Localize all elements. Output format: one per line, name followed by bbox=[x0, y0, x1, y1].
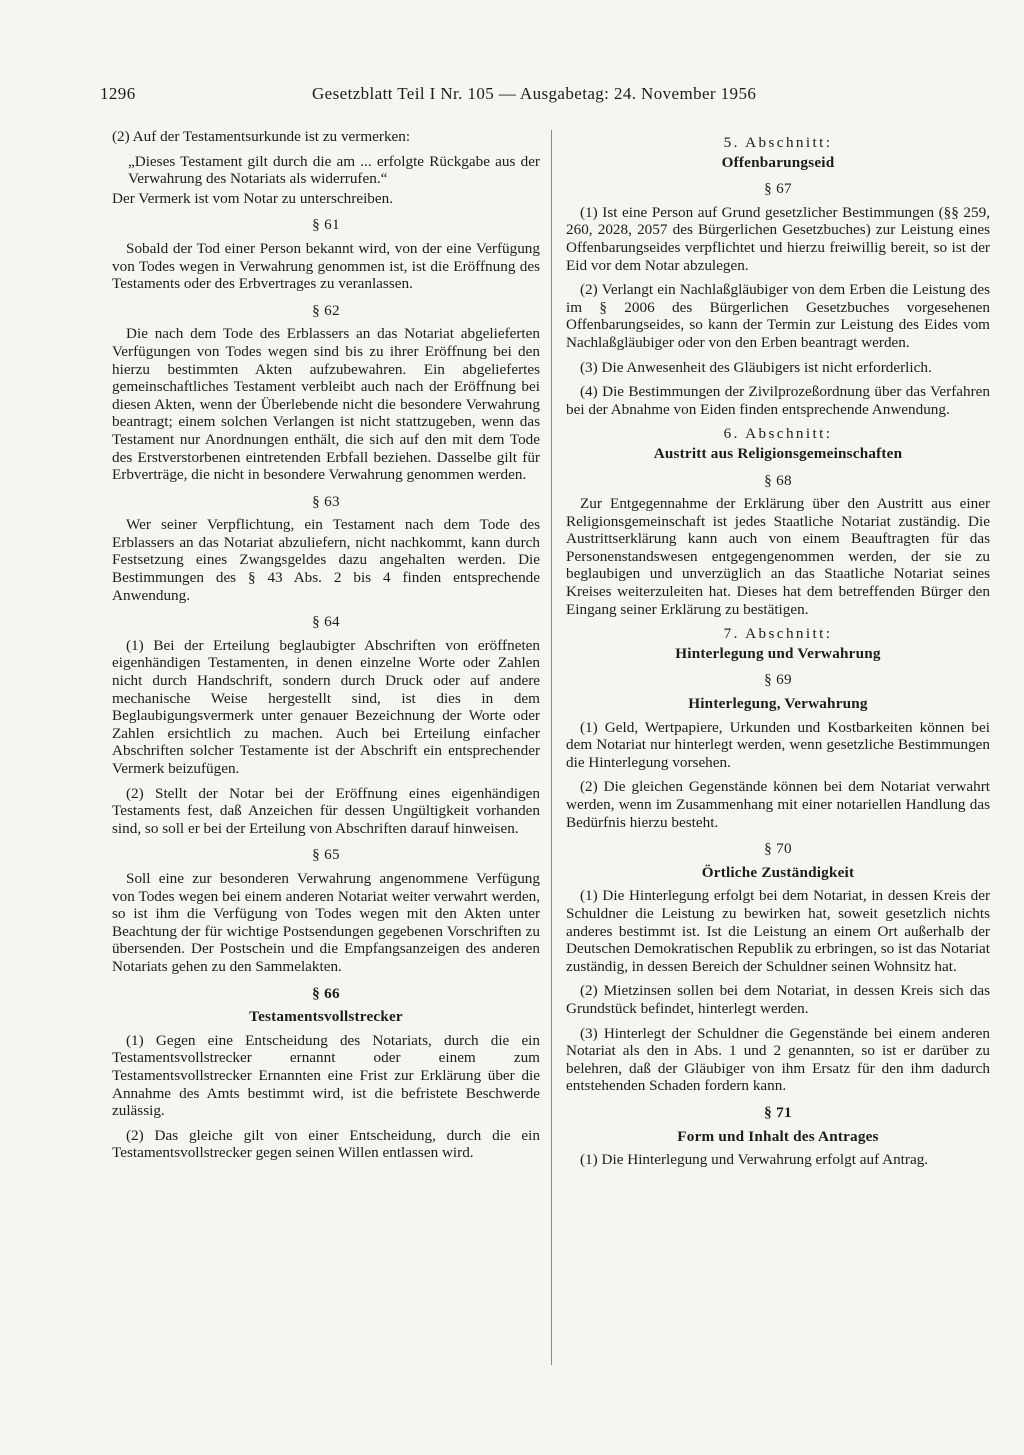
para-64-2: (2) Stellt der Notar bei der Eröffnung eines eigenhändigen Testaments fest, daß Anzeichen für dessen Ungültigkeit vorhanden sind, so soll er bei der Erteilung von Abschriften darauf hinweisen. bbox=[112, 784, 540, 837]
para-64-1: (1) Bei der Erteilung beglaubigter Abschriften von eröffneten eigenhändigen Testamenten, in denen einzelne Worte oder Zahlen nicht durch Handschrift, sondern durch Druck oder auf andere mechanische Weise hergestellt sind, ist dies in dem Beglaubigungsvermerk unter genauer Bezeichnung der Worte oder Zahlen ersichtlich zu machen. Auch bei Erteilung einfacher Abschriften solcher Testamente ist der Abschrift ein entsprechender Vermerk beizufügen. bbox=[112, 636, 540, 777]
column-divider bbox=[551, 130, 552, 1365]
para-67-4: (4) Die Bestimmungen der Zivilprozeßordnung über das Verfahren bei der Abnahme von Eiden finden entsprechende Anwendung. bbox=[566, 383, 990, 418]
heading-abschnitt-7: Hinterlegung und Verwahrung bbox=[675, 644, 881, 662]
section-62: § 62 bbox=[312, 301, 340, 319]
page-header bbox=[100, 84, 992, 108]
para-60-2-intro: (2) Auf der Testamentsurkunde ist zu vermerken: bbox=[112, 128, 411, 145]
para-60-2-quote: „Dieses Testament gilt durch die am ... erfolgte Rückgabe aus der Verwahrung des Notariats als widerrufen.“ bbox=[128, 152, 540, 188]
abschnitt-6: 6. Abschnitt: bbox=[723, 425, 833, 443]
section-71: § 71 bbox=[764, 1103, 792, 1121]
section-68: § 68 bbox=[764, 471, 792, 489]
para-60-2-sign: Der Vermerk ist vom Notar zu unterschreiben. bbox=[112, 189, 394, 207]
para-71-1: (1) Die Hinterlegung und Verwahrung erfolgt auf Antrag. bbox=[580, 1151, 929, 1169]
para-67-3: (3) Die Anwesenheit des Gläubigers ist nicht erforderlich. bbox=[580, 358, 932, 376]
para-68: Zur Entgegennahme der Erklärung über den Austritt aus einer Religionsgemeinschaft ist jedes Staatliche Notariat zuständig. Die Austrittserklärung kann auch von einem Beauftragten für das Personenstandswesen entgegengenommen werden, der sie zu beglaubigen und unverzüglich an das Staatliche Notariat seines Kreises weiterzuleiten hat. Dieses hat dem betreffenden Bürger den Eingang seiner Erklärung zu bestätigen. bbox=[566, 495, 990, 618]
header-title: Gesetzblatt Teil I Nr. 105 — Ausgabetag: 24. November 1956 bbox=[312, 84, 757, 103]
para-66-1: (1) Gegen eine Entscheidung des Notariats, durch die ein Testamentsvollstrecker ernannt oder einem zum Testamentsvollstrecker Ernannten eine Frist zur Erklärung über die Annahme des Amts bestimmt wird, ist die befristete Beschwerde zulässig. bbox=[112, 1031, 540, 1120]
para-66-2: (2) Das gleiche gilt von einer Entscheidung, durch die ein Testamentsvollstrecker gegen seinen Willen entlassen wird. bbox=[112, 1126, 540, 1162]
section-65: § 65 bbox=[312, 846, 340, 864]
para-67-2: (2) Verlangt ein Nachlaßgläubiger von dem Erben die Leistung des im § 2006 des Bürgerlichen Gesetzbuches vorgesehenen Offenbarungseides, so kann der Termin zur Leistung des Eides vom Nachlaßgläubiger oder von den Erben beantragt werden. bbox=[566, 281, 990, 351]
left-column bbox=[112, 128, 540, 1169]
heading-69: Hinterlegung, Verwahrung bbox=[688, 695, 868, 713]
para-70-3: (3) Hinterlegt der Schuldner die Gegenstände bei einem anderen Notariat als den in Abs. 1 und 2 genannten, so ist er darüber zu belehren, daß der Gläubiger von ihm Ersatz für den ihm dadurch entstehenden Schaden fordern kann. bbox=[566, 1024, 990, 1095]
section-70: § 70 bbox=[764, 840, 792, 858]
heading-66: Testamentsvollstrecker bbox=[249, 1008, 403, 1026]
para-70-1: (1) Die Hinterlegung erfolgt bei dem Notariat, in dessen Kreis der Schuldner die Leistung zu bewirken hat, soweit gesetzlich nichts anderes bestimmt ist. Ist die Leistung an einem Ort außerhalb der Deutschen Demokratischen Republik zu erbringen, so ist das Notariat zuständig, in dessen Bereich der Schuldner seinen Wohnsitz hat. bbox=[566, 887, 990, 975]
section-64: § 64 bbox=[312, 613, 340, 631]
para-65: Soll eine zur besonderen Verwahrung angenommene Verfügung von Todes wegen bei einem anderen Notariat weiter verwahrt werden, so ist ihm die Verfügung von Todes wegen mit den Akten unter Beachtung der für wichtige Postsendungen gegebenen Vorschriften zu übersenden. Der Postschein und die Empfangsanzeigen des anderen Notariats gehen zu den Sammelakten. bbox=[112, 869, 540, 975]
section-63: § 63 bbox=[312, 492, 340, 510]
abschnitt-7: 7. Abschnitt: bbox=[723, 625, 833, 643]
right-column bbox=[566, 128, 990, 1176]
para-61: Sobald der Tod einer Person bekannt wird, von der eine Verfügung von Todes wegen in Verwahrung genommen ist, ist die Eröffnung des Testaments oder des Erbvertrages zu veranlassen. bbox=[112, 239, 540, 293]
heading-71: Form und Inhalt des Antrages bbox=[677, 1127, 879, 1145]
para-70-2: (2) Mietzinsen sollen bei dem Notariat, in dessen Kreis sich das Grundstück befindet, hinterlegt werden. bbox=[566, 982, 990, 1017]
para-63: Wer seiner Verpflichtung, ein Testament nach dem Tode des Erblassers an das Notariat abzuliefern, nicht nachkommt, kann durch Festsetzung eines Zwangsgeldes dazu angehalten werden. Die Bestimmungen des § 43 Abs. 2 bis 4 finden entsprechende Anwendung. bbox=[112, 516, 540, 604]
section-69: § 69 bbox=[764, 671, 792, 689]
para-69-2: (2) Die gleichen Gegenstände können bei dem Notariat verwahrt werden, wenn im Zusammenhang mit einer notariellen Handlung das Bedürfnis hierzu besteht. bbox=[566, 778, 990, 831]
page-number: 1296 bbox=[100, 84, 136, 103]
heading-abschnitt-5: Offenbarungseid bbox=[721, 153, 835, 171]
para-69-1: (1) Geld, Wertpapiere, Urkunden und Kostbarkeiten können bei dem Notariat nur hinterlegt werden, wenn gesetzliche Bestimmungen die Hinterlegung vorsehen. bbox=[566, 718, 990, 771]
section-66: § 66 bbox=[312, 984, 340, 1002]
section-67: § 67 bbox=[764, 180, 792, 198]
section-61: § 61 bbox=[312, 216, 340, 234]
abschnitt-5: 5. Abschnitt: bbox=[723, 134, 833, 151]
para-67-1: (1) Ist eine Person auf Grund gesetzlicher Bestimmungen (§§ 259, 260, 2028, 2057 des Bürgerlichen Gesetzbuches) zur Leistung eines Offenbarungseides verpflichtet und hierzu freiwillig bereit, so ist der Eid vor dem Notar abzulegen. bbox=[566, 203, 990, 274]
heading-abschnitt-6: Austritt aus Religionsgemeinschaften bbox=[653, 444, 903, 462]
para-62: Die nach dem Tode des Erblassers an das Notariat abgelieferten Verfügungen von Todes wegen sind bis zu ihrer Eröffnung bei den hierzu bestimmten Akten aufzubewahren. Ein abgeliefertes gemeinschaftliches Testament verbleibt auch nach der Eröffnung bei diesen Akten, wenn der Überlebende nicht die besondere Verwahrung beantragt; einem solchen Verlangen ist nicht stattzugeben, wenn das Testament nur Anordnungen enthält, die sich auf den mit dem Tode des Erstverstorbenen eintretenden Erbfall beziehen. Dasselbe gilt für Erbverträge, die nicht in besondere Verwahrung genommen werden. bbox=[112, 325, 540, 484]
heading-70: Örtliche Zuständigkeit bbox=[701, 863, 855, 881]
